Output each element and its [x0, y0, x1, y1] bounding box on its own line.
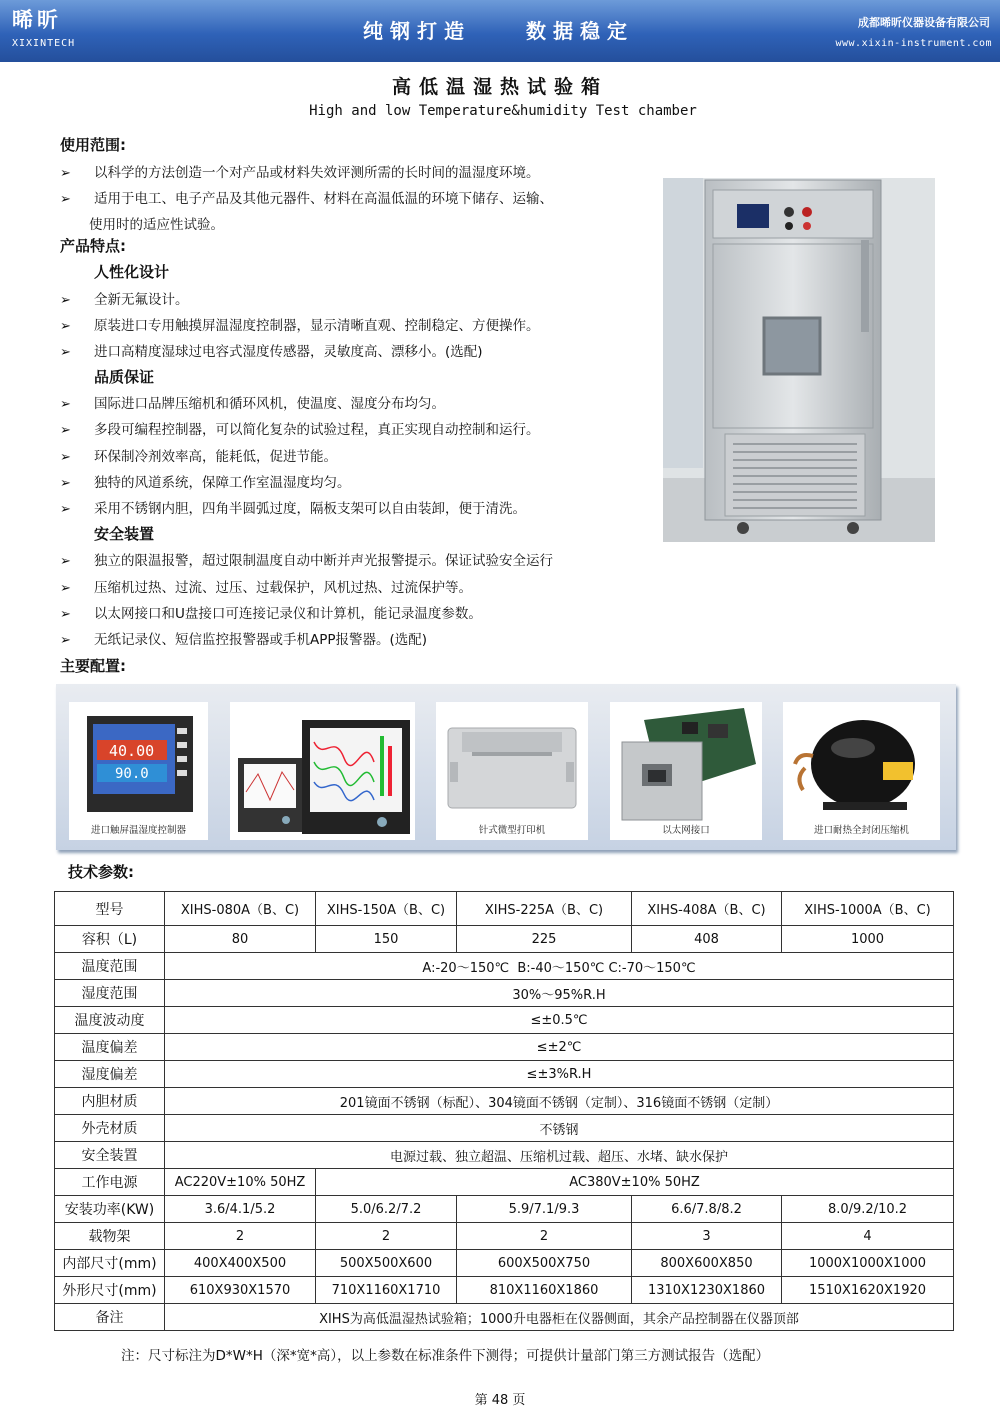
- table-row: [55, 1115, 954, 1142]
- table-cell: A:-20～150℃ B:-40～150℃ C:-70～150℃: [165, 953, 954, 980]
- bullet-item: ➢ 压缩机过热、过流、过压、过载保护，风机过热、过流保护等。: [60, 580, 472, 596]
- table-row: [55, 1142, 954, 1169]
- table-cell: XIHS为高低温湿热试验箱；1000升电器柜在仪器侧面，其余产品控制器在仪器顶部: [165, 1304, 954, 1331]
- arrow-bullet-icon: ➢: [60, 319, 71, 334]
- footnote: 注：尺寸标注为D*W*H（深*宽*高），以上参数在标准条件下测得；可提供计量部门第三方测试报告（选配）: [121, 1348, 770, 1364]
- bullet-continuation: 使用时的适应性试验。: [89, 217, 224, 233]
- page-number: 第 48 页: [474, 1393, 526, 1408]
- controller-illustration: [69, 702, 208, 822]
- row-label: 内胆材质: [55, 1088, 165, 1115]
- row-label: 温度波动度: [55, 1007, 165, 1034]
- table-row: [55, 1223, 954, 1250]
- config-item-ethernet: [610, 702, 762, 840]
- test-chamber-illustration: [663, 178, 935, 542]
- table-cell: 8.0/9.2/10.2: [782, 1196, 954, 1223]
- table-cell: 不锈钢: [165, 1115, 954, 1142]
- bullet-item: ➢ 国际进口品牌压缩机和循环风机，使温度、湿度分布均匀。: [60, 396, 445, 412]
- table-cell: 400X400X500: [165, 1250, 316, 1277]
- table-cell: 6.6/7.8/8.2: [632, 1196, 782, 1223]
- table-cell: 3.6/4.1/5.2: [165, 1196, 316, 1223]
- table-cell: AC220V±10% 50HZ: [165, 1169, 316, 1196]
- bullet-item: ➢ 无纸记录仪、短信监控报警器或手机APP报警器。(选配): [60, 632, 428, 648]
- table-row: [55, 926, 954, 953]
- table-row: [55, 1007, 954, 1034]
- table-cell: 5.0/6.2/7.2: [316, 1196, 457, 1223]
- table-cell: 600X500X750: [457, 1250, 632, 1277]
- brand-name: 晞昕: [12, 8, 62, 32]
- bullet-item: ➢ 全新无氟设计。: [60, 292, 189, 308]
- arrow-bullet-icon: ➢: [60, 450, 71, 465]
- arrow-bullet-icon: ➢: [60, 502, 71, 517]
- config-strip: [56, 684, 956, 850]
- product-photo: [663, 178, 935, 542]
- config-caption: 以太网接口: [662, 825, 710, 836]
- table-cell: 150: [316, 926, 457, 953]
- table-row: [55, 953, 954, 980]
- company-website[interactable]: www.xixin-instrument.com: [835, 38, 992, 49]
- row-label: 型号: [55, 892, 165, 926]
- page-title-en: High and low Temperature&humidity Test chamber: [309, 103, 697, 119]
- table-cell: 4: [782, 1223, 954, 1250]
- config-item-controller: [69, 702, 208, 840]
- bullet-item: ➢ 独特的风道系统，保障工作室温湿度均匀。: [60, 475, 351, 491]
- row-label: 载物架: [55, 1223, 165, 1250]
- table-cell: 408: [632, 926, 782, 953]
- arrow-bullet-icon: ➢: [60, 423, 71, 438]
- bullet-item: ➢ 以科学的方法创造一个对产品或材料失效评测所需的长时间的温湿度环境。: [60, 165, 540, 181]
- recorder-illustration: [230, 702, 415, 840]
- table-cell: 800X600X850: [632, 1250, 782, 1277]
- table-row: [55, 1034, 954, 1061]
- page-title: 高低温湿热试验箱: [391, 76, 608, 98]
- arrow-bullet-icon: ➢: [60, 554, 71, 569]
- arrow-bullet-icon: ➢: [60, 192, 71, 207]
- row-label: 备注: [55, 1304, 165, 1331]
- table-row: [55, 1169, 954, 1196]
- table-cell: 2: [457, 1223, 632, 1250]
- controller-reading-humidity: 90.0: [115, 766, 149, 782]
- page-header: [0, 0, 1000, 62]
- row-label: 安装功率(KW): [55, 1196, 165, 1223]
- features-heading: 产品特点:: [60, 237, 126, 255]
- table-row: [55, 1304, 954, 1331]
- table-cell: 225: [457, 926, 632, 953]
- model-cell: XIHS-225A（B、C): [457, 892, 632, 926]
- slogan-data: 数据稳定: [526, 19, 634, 43]
- row-label: 湿度偏差: [55, 1061, 165, 1088]
- row-label: 温度范围: [55, 953, 165, 980]
- config-caption: 针式微型打印机: [478, 825, 546, 836]
- config-item-recorder: [230, 702, 415, 840]
- compressor-illustration: [783, 702, 940, 822]
- bullet-item: ➢ 以太网接口和U盘接口可连接记录仪和计算机，能记录温度参数。: [60, 606, 482, 622]
- arrow-bullet-icon: ➢: [60, 397, 71, 412]
- config-heading: 主要配置:: [60, 657, 126, 675]
- table-cell: 610X930X1570: [165, 1277, 316, 1304]
- table-cell: 电源过载、独立超温、压缩机过载、超压、水堵、缺水保护: [165, 1142, 954, 1169]
- bullet-item: ➢ 进口高精度湿球过电容式湿度传感器，灵敏度高、漂移小。(选配): [60, 344, 483, 360]
- table-cell: 810X1160X1860: [457, 1277, 632, 1304]
- brand-name-en: XIXINTECH: [12, 38, 76, 49]
- controller-reading-temp: 40.00: [109, 742, 155, 760]
- arrow-bullet-icon: ➢: [60, 581, 71, 596]
- table-cell: AC380V±10% 50HZ: [316, 1169, 954, 1196]
- model-cell: XIHS-150A（B、C): [316, 892, 457, 926]
- table-cell: ≤±3%R.H: [165, 1061, 954, 1088]
- spec-table: [54, 891, 954, 1331]
- table-row: [55, 1061, 954, 1088]
- config-item-printer: [436, 702, 588, 840]
- table-cell: 2: [316, 1223, 457, 1250]
- bullet-item: ➢ 采用不锈钢内胆，四角半圆弧过度，隔板支架可以自由装卸，便于清洗。: [60, 501, 526, 517]
- row-label: 外形尺寸(mm): [55, 1277, 165, 1304]
- row-label: 温度偏差: [55, 1034, 165, 1061]
- feature-group-title: 人性化设计: [94, 263, 170, 281]
- table-cell: ≤±0.5℃: [165, 1007, 954, 1034]
- feature-group-title: 品质保证: [94, 368, 155, 386]
- row-label: 湿度范围: [55, 980, 165, 1007]
- table-row: [55, 1196, 954, 1223]
- table-cell: 710X1160X1710: [316, 1277, 457, 1304]
- table-cell: 1510X1620X1920: [782, 1277, 954, 1304]
- slogan-steel: 纯钢打造: [363, 19, 471, 43]
- table-row: [55, 1088, 954, 1115]
- arrow-bullet-icon: ➢: [60, 166, 71, 181]
- specs-heading: 技术参数:: [68, 863, 134, 881]
- table-row: [55, 980, 954, 1007]
- config-caption: 进口触屏温湿度控制器: [90, 825, 186, 836]
- printer-illustration: [436, 702, 588, 822]
- bullet-item: ➢ 多段可编程控制器，可以简化复杂的试验过程，真正实现自动控制和运行。: [60, 422, 540, 438]
- table-row: [55, 1250, 954, 1277]
- table-cell: 1000X1000X1000: [782, 1250, 954, 1277]
- arrow-bullet-icon: ➢: [60, 293, 71, 308]
- row-label: 工作电源: [55, 1169, 165, 1196]
- bullet-item: ➢ 原装进口专用触摸屏温湿度控制器，显示清晰直观、控制稳定、方便操作。: [60, 318, 540, 334]
- feature-group-title: 安全装置: [94, 525, 155, 543]
- company-name: 成都晞昕仪器设备有限公司: [858, 16, 990, 29]
- config-caption: 进口耐热全封闭压缩机: [813, 825, 909, 836]
- arrow-bullet-icon: ➢: [60, 607, 71, 622]
- table-cell: 201镜面不锈钢（标配）、304镜面不锈钢（定制）、316镜面不锈钢（定制）: [165, 1088, 954, 1115]
- config-item-compressor: [783, 702, 940, 840]
- table-row: [55, 1277, 954, 1304]
- table-cell: 2: [165, 1223, 316, 1250]
- arrow-bullet-icon: ➢: [60, 345, 71, 360]
- usage-heading: 使用范围:: [60, 136, 126, 154]
- table-cell: 500X500X600: [316, 1250, 457, 1277]
- bullet-item: ➢ 适用于电工、电子产品及其他元器件、材料在高温低温的环境下储存、运输、: [60, 191, 553, 207]
- table-cell: 3: [632, 1223, 782, 1250]
- arrow-bullet-icon: ➢: [60, 476, 71, 491]
- table-cell: ≤±2℃: [165, 1034, 954, 1061]
- model-cell: XIHS-408A（B、C): [632, 892, 782, 926]
- model-cell: XIHS-1000A（B、C): [782, 892, 954, 926]
- row-label: 安全装置: [55, 1142, 165, 1169]
- table-cell: 1310X1230X1860: [632, 1277, 782, 1304]
- table-cell: 30%～95%R.H: [165, 980, 954, 1007]
- ethernet-card-illustration: [610, 702, 762, 822]
- bullet-item: ➢ 环保制冷剂效率高，能耗低，促进节能。: [60, 449, 337, 465]
- row-label: 内部尺寸(mm): [55, 1250, 165, 1277]
- row-label: 外壳材质: [55, 1115, 165, 1142]
- table-row: [55, 892, 954, 926]
- table-cell: 80: [165, 926, 316, 953]
- row-label: 容积（L): [55, 926, 165, 953]
- table-cell: 5.9/7.1/9.3: [457, 1196, 632, 1223]
- arrow-bullet-icon: ➢: [60, 633, 71, 648]
- table-cell: 1000: [782, 926, 954, 953]
- model-cell: XIHS-080A（B、C): [165, 892, 316, 926]
- bullet-item: ➢ 独立的限温报警，超过限制温度自动中断并声光报警提示。保证试验安全运行: [60, 553, 553, 569]
